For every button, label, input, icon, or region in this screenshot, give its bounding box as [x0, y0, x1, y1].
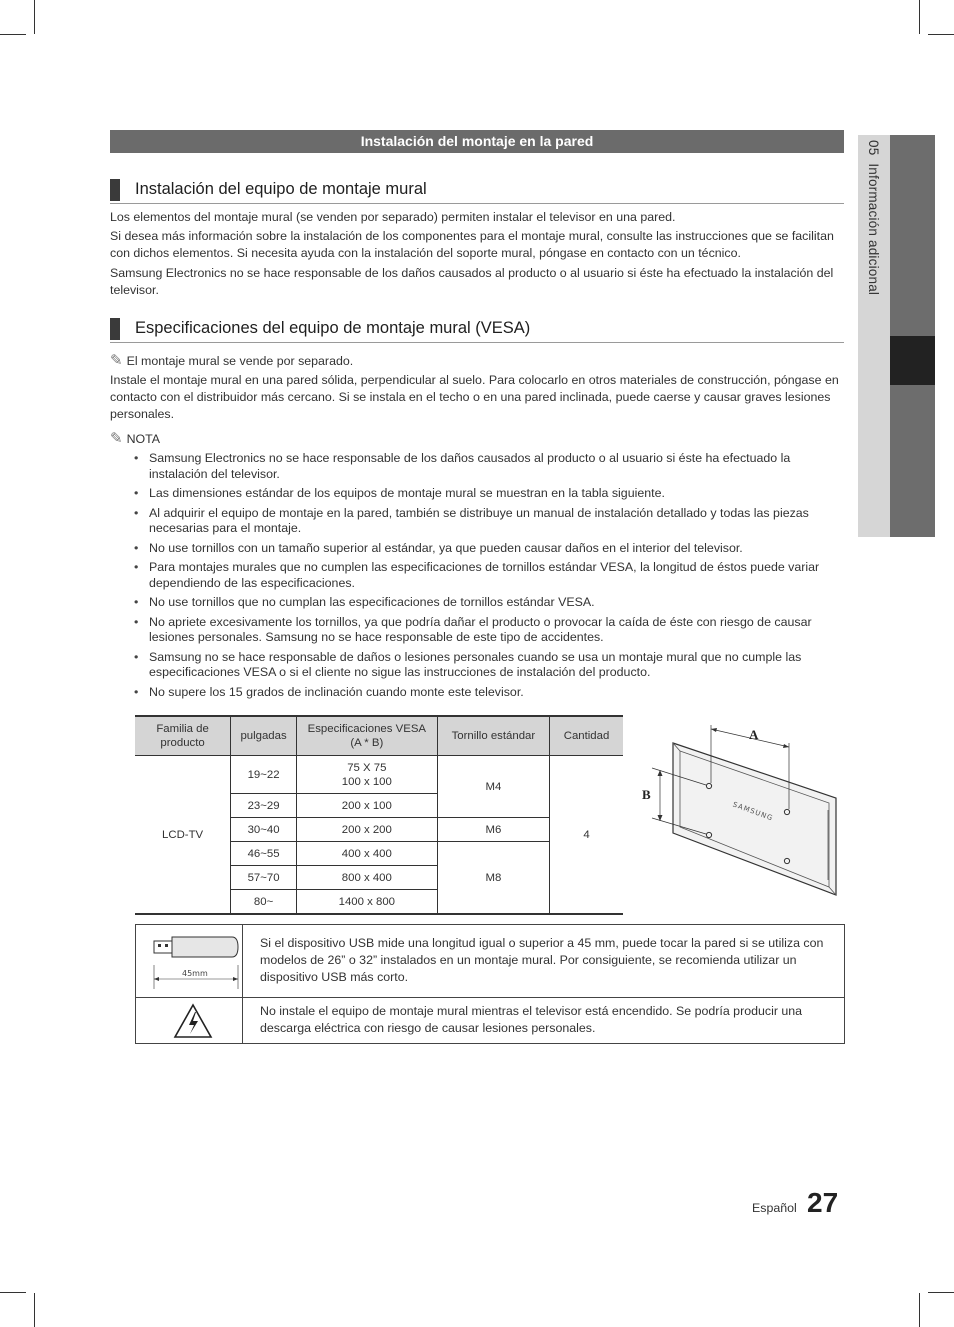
- cell-size: 23~29: [231, 794, 297, 818]
- nota-bullet-list: [133, 451, 845, 704]
- section-title-bar: Instalación del montaje en la pared: [110, 130, 844, 153]
- divider: [136, 997, 844, 998]
- cell-size: 57~70: [231, 866, 297, 890]
- list-item: • Al adquirir el equipo de montaje en la pared, también se distribuye un manual de instalación detallado y todas las piezas necesarias para el montaje.: [133, 506, 845, 537]
- tv-back-panel: [673, 743, 836, 895]
- header-inches: pulgadas: [231, 716, 297, 756]
- crop-mark: [928, 34, 954, 35]
- cell-vesa: 400 x 400: [296, 842, 437, 866]
- cell-vesa: 800 x 400: [296, 866, 437, 890]
- crop-mark: [34, 1293, 35, 1327]
- dimension-label-a: A: [749, 727, 759, 742]
- cell-size: 30~40: [231, 818, 297, 842]
- list-item: • No use tornillos que no cumplan las especificaciones de tornillos estándar VESA.: [133, 595, 845, 611]
- tv-back-diagram: [640, 715, 845, 900]
- table-header-row: [135, 716, 623, 756]
- cell-vesa-line: 75 X 75: [347, 761, 387, 774]
- paragraph: Si desea más información sobre la instalación de los componentes para el montaje mural, consulte las instrucciones que se facilitan con dichos elementos. Si necesita ayuda con la instalación del soporte mural, póngase en contacto con un técnico.: [110, 229, 834, 260]
- table-row: [135, 756, 623, 794]
- usb-caution-text: Si el dispositivo USB mide una longitud igual o superior a 45 mm, puede tocar la pared si se utiliza con modelos de 26” o 32” instalados en un montaje mural. Por consiguiente, se recomienda utilizar un dispositivo USB más corto.: [260, 936, 824, 984]
- heading-text: Instalación del equipo de montaje mural: [135, 180, 427, 198]
- cell-family: LCD-TV: [135, 756, 231, 915]
- note-sold-separately: [110, 352, 353, 370]
- warning-text: No instale el equipo de montaje mural mientras el televisor está encendido. Se podría producir una descarga eléctrica con riesgo de causar lesiones personales.: [260, 1004, 803, 1035]
- side-tab-active: [890, 336, 935, 385]
- list-item: • No use tornillos con un tamaño superior al estándar, ya que pueden causar daños en el interior del televisor.: [133, 541, 845, 557]
- usb-stick-icon: [148, 929, 240, 993]
- page-number: 27: [807, 1187, 839, 1218]
- cell-size: 46~55: [231, 842, 297, 866]
- cell-vesa: 200 x 200: [296, 818, 437, 842]
- pencil-note-icon: ✎: [110, 352, 123, 369]
- chapter-number: 05: [866, 140, 881, 156]
- note-text: El montaje mural se vende por separado.: [126, 354, 354, 368]
- dimension-label-b: B: [642, 787, 651, 802]
- cell-screw: M6: [437, 818, 549, 842]
- list-item: • No apriete excesivamente los tornillos, ya que podría dañar el producto o provocar la caída de éste con riesgo de causar lesiones personales. Samsung no se hace responsable de este tipo de accidentes.: [133, 615, 845, 646]
- cell-screw: M8: [437, 842, 549, 915]
- list-item: • No supere los 15 grados de inclinación cuando monte este televisor.: [133, 685, 845, 701]
- crop-mark: [928, 1292, 954, 1293]
- list-item: • Samsung Electronics no se hace responsable de los daños causados al producto o al usuario si éste ha efectuado la instalación del televisor.: [133, 451, 845, 482]
- usb-dimension-label: 45mm: [182, 969, 208, 978]
- divider: [242, 925, 243, 1043]
- cell-vesa: [296, 756, 437, 794]
- list-item: • Samsung no se hace responsable de daños o lesiones personales cuando se usa un montaje mural que no cumple las especificaciones VESA o si el cliente no sigue las instrucciones de instalación del producto.: [133, 650, 845, 681]
- header-qty: Cantidad: [550, 716, 623, 756]
- cell-screw: M4: [437, 756, 549, 818]
- list-item: • Las dimensiones estándar de los equipos de montaje mural se muestran en la tabla siguiente.: [133, 486, 845, 502]
- crop-mark: [919, 1293, 920, 1327]
- heading-marker: [110, 179, 120, 201]
- paragraph: Samsung Electronics no se hace responsable de los daños causados al producto o al usuario si éste ha efectuado la instalación del televisor.: [110, 266, 834, 297]
- pencil-note-icon: ✎: [110, 430, 123, 447]
- cell-vesa: 1400 x 800: [296, 890, 437, 915]
- crop-mark: [0, 34, 26, 35]
- list-item: • Para montajes murales que no cumplen las especificaciones de tornillos estándar VESA, la longitud de éstos puede variar dependiendo de las especificaciones.: [133, 560, 845, 591]
- heading-wall-mount-install: [110, 179, 844, 204]
- paragraph: Los elementos del montaje mural (se venden por separado) permiten instalar el televisor en una pared.: [110, 210, 676, 224]
- crop-mark: [0, 1292, 26, 1293]
- header-screw: Tornillo estándar: [437, 716, 549, 756]
- cell-vesa-line: 100 x 100: [341, 775, 392, 788]
- heading-vesa-specs: [110, 318, 844, 343]
- paragraph: Instale el montaje mural en una pared sólida, perpendicular al suelo. Para colocarlo en otros materiales de construcción, póngase en contacto con el distribuidor más cercano. Si se instala en el techo o en una pared inclinada, puede caerse y causar graves lesiones personales.: [110, 373, 839, 421]
- cell-qty: 4: [550, 756, 623, 915]
- brand-logo-text: SAMSUNG: [731, 800, 775, 823]
- electric-shock-warning-icon: [173, 1003, 213, 1039]
- heading-text: Especificaciones del equipo de montaje mural (VESA): [135, 319, 531, 337]
- nota-label-line: [110, 430, 160, 448]
- header-vesa: Especificaciones VESA (A * B): [296, 716, 437, 756]
- cell-size: 80~: [231, 890, 297, 915]
- footer-language: Español: [752, 1201, 797, 1215]
- header-family: Familia de producto: [135, 716, 231, 756]
- side-tab-label: [866, 140, 881, 295]
- chapter-title: Información adicional: [866, 163, 881, 296]
- cell-vesa: 200 x 100: [296, 794, 437, 818]
- caution-box: [135, 924, 845, 1044]
- heading-marker: [110, 318, 120, 340]
- vesa-spec-table: [135, 715, 623, 915]
- nota-label: NOTA: [126, 432, 161, 446]
- cell-size: 19~22: [231, 756, 297, 794]
- crop-mark: [34, 0, 35, 34]
- crop-mark: [919, 0, 920, 34]
